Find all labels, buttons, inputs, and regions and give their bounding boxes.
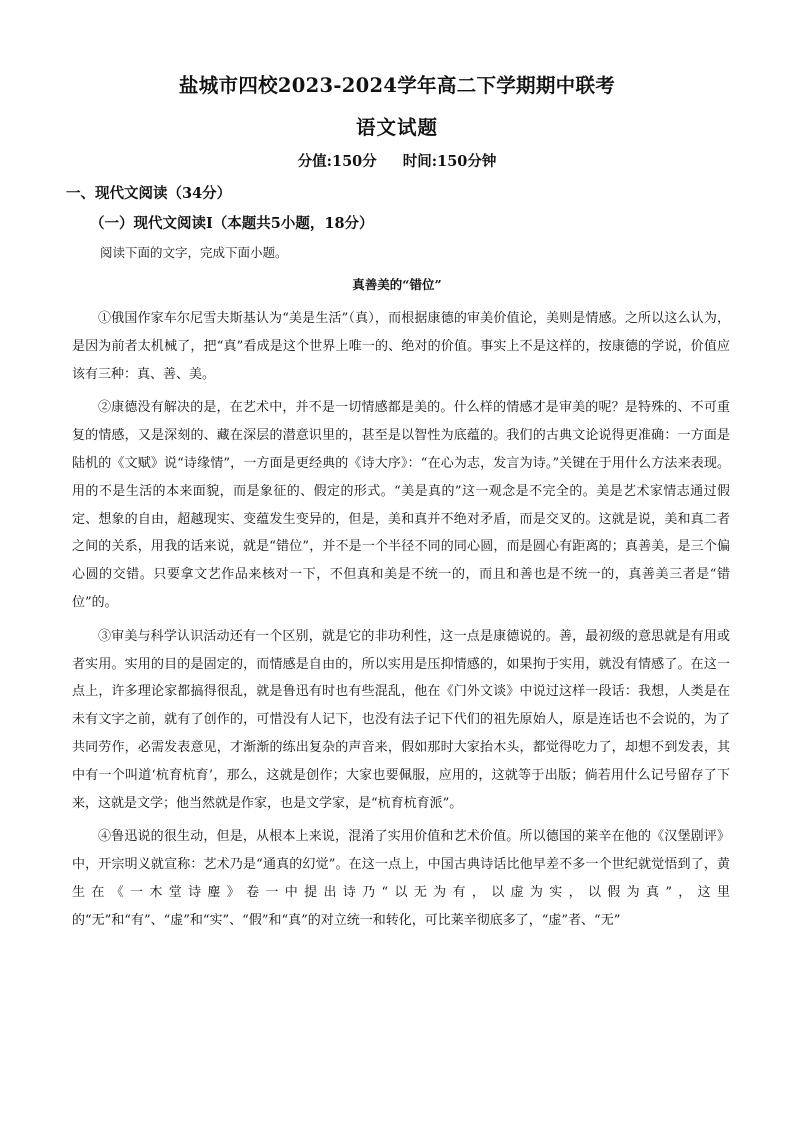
exam-info: [0, 150, 794, 171]
section-heading: 一、现代文阅读（34分）: [66, 185, 232, 202]
subject-title: 语文试题: [355, 116, 438, 139]
subsection-heading: （一）现代文阅读Ⅰ（本题共5小题，18分）: [90, 215, 374, 232]
paragraph-1: ①俄国作家车尔尼雪夫斯基认为“美是生活”（真），而根据康德的审美价值论，美则是情感。之所以这么认为，是因为前者太机械了，把“真”看成是这个世界上唯一的、绝对的价值。事实上不是这样的，按康德的学说，价值应该有三种：真、善、美。: [72, 311, 730, 382]
paragraph-3: ③审美与科学认识活动还有一个区别，就是它的非功利性，这一点是康德说的。善，最初级的意思就是有用或者实用。实用的目的是固定的，而情感是自由的，所以实用是压抑情感的，如果拘于实用，就没有情感了。在这一点上，许多理论家都搞得很乱，就是鲁迅有时也有些混乱，他在《门外文谈》中说过这样一段话：我想，人类是在未有文字之前，就有了创作的，可惜没有人记下，也没有法子记下代们的祖先原始人，原是连话也不会说的，为了共同劳作，必需发表意见，才渐渐的练出复杂的声音来，假如那时大家抬木头，都觉得吃力了，却想不到发表，其中有一个叫道‘杭育杭育’，那么，这就是创作；大家也要佩服，应用的，这就等于出版；倘若用什么记号留存了下来，这就是文学；他当然就是作家，也是文学家，是“杭育杭育派”。: [72, 628, 730, 811]
time-label: 时间:150分钟: [402, 153, 497, 170]
article-body: [72, 305, 730, 941]
paragraph-2: ②康德没有解决的是，在艺术中，并不是一切情感都是美的。什么样的情感才是审美的呢？是特殊的、不可重复的情感，又是深刻的、藏在深层的潜意识里的，甚至是以智性为底蕴的。我们的古典文论说得更准确：一方面是陆机的《文赋》说“诗缘情”，一方面是更经典的《诗大序》：“在心为志，发言为诗。”关键在于用什么方法来表现。用的不是生活的本来面貌，而是象征的、假定的形式。“美是真的”这一观念是不完全的。美是艺术家情志通过假定、想象的自由，超越现实、变蕴发生变异的，但是，美和真并不绝对矛盾，而是交叉的。这就是说，美和真二者之间的关系，用我的话来说，就是“错位”，并不是一个半径不同的同心圆，而是圆心有距离的；真善美，是三个偏心圆的交错。只要拿文艺作品来核对一下，不但真和美是不统一的，而且和善也是不统一的，真善美三者是“错位”的。: [72, 400, 730, 610]
reading-instruction: 阅读下面的文字，完成下面小题。: [100, 245, 288, 260]
score-label: 分值:150分: [297, 153, 377, 170]
article-title: 真善美的“错位”: [352, 277, 442, 292]
paragraph-4: ④鲁迅说的很生动，但是，从根本上来说，混淆了实用价值和艺术价值。所以德国的莱辛在他的《汉堡剧评》中，开宗明义就宣称：艺术乃是“通真的幻觉”。在这一点上，中国古典诗话比他早差不多一个世纪就觉悟到了，黄生在《一木堂诗麈》卷一中提出诗乃“以无为有，以虚为实，以假为真”，这里的“无”和“有”、“虚”和“实”、“假”和“真”的对立统一和转化，可比莱辛彻底多了，“虚”者、“无”: [72, 829, 730, 928]
exam-main-title: 盐城市四校2023-2024学年高二下学期期中联考: [178, 74, 616, 97]
